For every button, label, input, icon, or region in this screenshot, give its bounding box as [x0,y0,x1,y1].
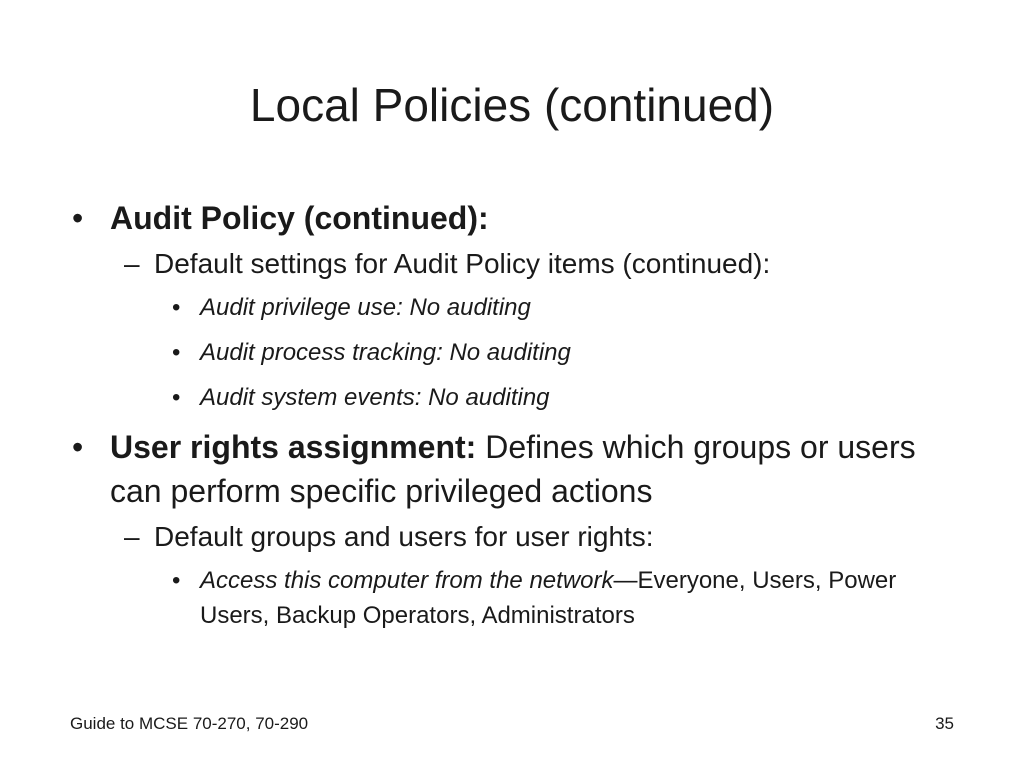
bullet-user-rights-assignment [70,425,970,513]
sub-bullet-text: Default groups and users for user rights: [154,521,654,552]
list-item-audit-privilege-use [70,290,970,325]
list-item-italic-text: Access this computer from the network [200,567,614,594]
bullet-heading: User rights assignment: [110,429,477,465]
dash-icon: – [124,521,140,552]
bullet-dot-icon: • [72,429,84,465]
slide-title: Local Policies (continued) [249,79,775,131]
bullet-audit-policy [70,196,970,240]
page-number: 35 [935,714,954,733]
list-item-audit-process-tracking [70,335,970,370]
bullet-dot-icon: • [72,200,84,236]
slide-content [70,192,970,643]
bullet-dot-icon: • [172,567,181,594]
dash-icon: – [124,248,140,279]
list-item-text: Audit privilege use: No auditing [200,294,531,321]
list-item-text: Audit system events: No auditing [200,384,550,411]
bullet-dot-icon: • [172,339,181,366]
sub-bullet-default-groups [70,517,970,557]
sub-bullet-default-settings [70,244,970,284]
bullet-heading: Audit Policy (continued): [110,200,489,236]
bullet-dot-icon: • [172,384,181,411]
sub-bullet-text: Default settings for Audit Policy items (continued): [154,248,771,279]
list-item-plain-text: —Everyone, Users, Power Users, Backup Operators, Administrators [200,567,897,629]
footer-course-title: Guide to MCSE 70-270, 70-290 [70,714,309,733]
bullet-text: Defines which groups or users can perform specific privileged actions [110,429,916,509]
bullet-dot-icon: • [172,294,181,321]
list-item-text: Audit process tracking: No auditing [200,339,571,366]
list-item-audit-system-events [70,380,970,415]
list-item-access-from-network [70,563,970,633]
